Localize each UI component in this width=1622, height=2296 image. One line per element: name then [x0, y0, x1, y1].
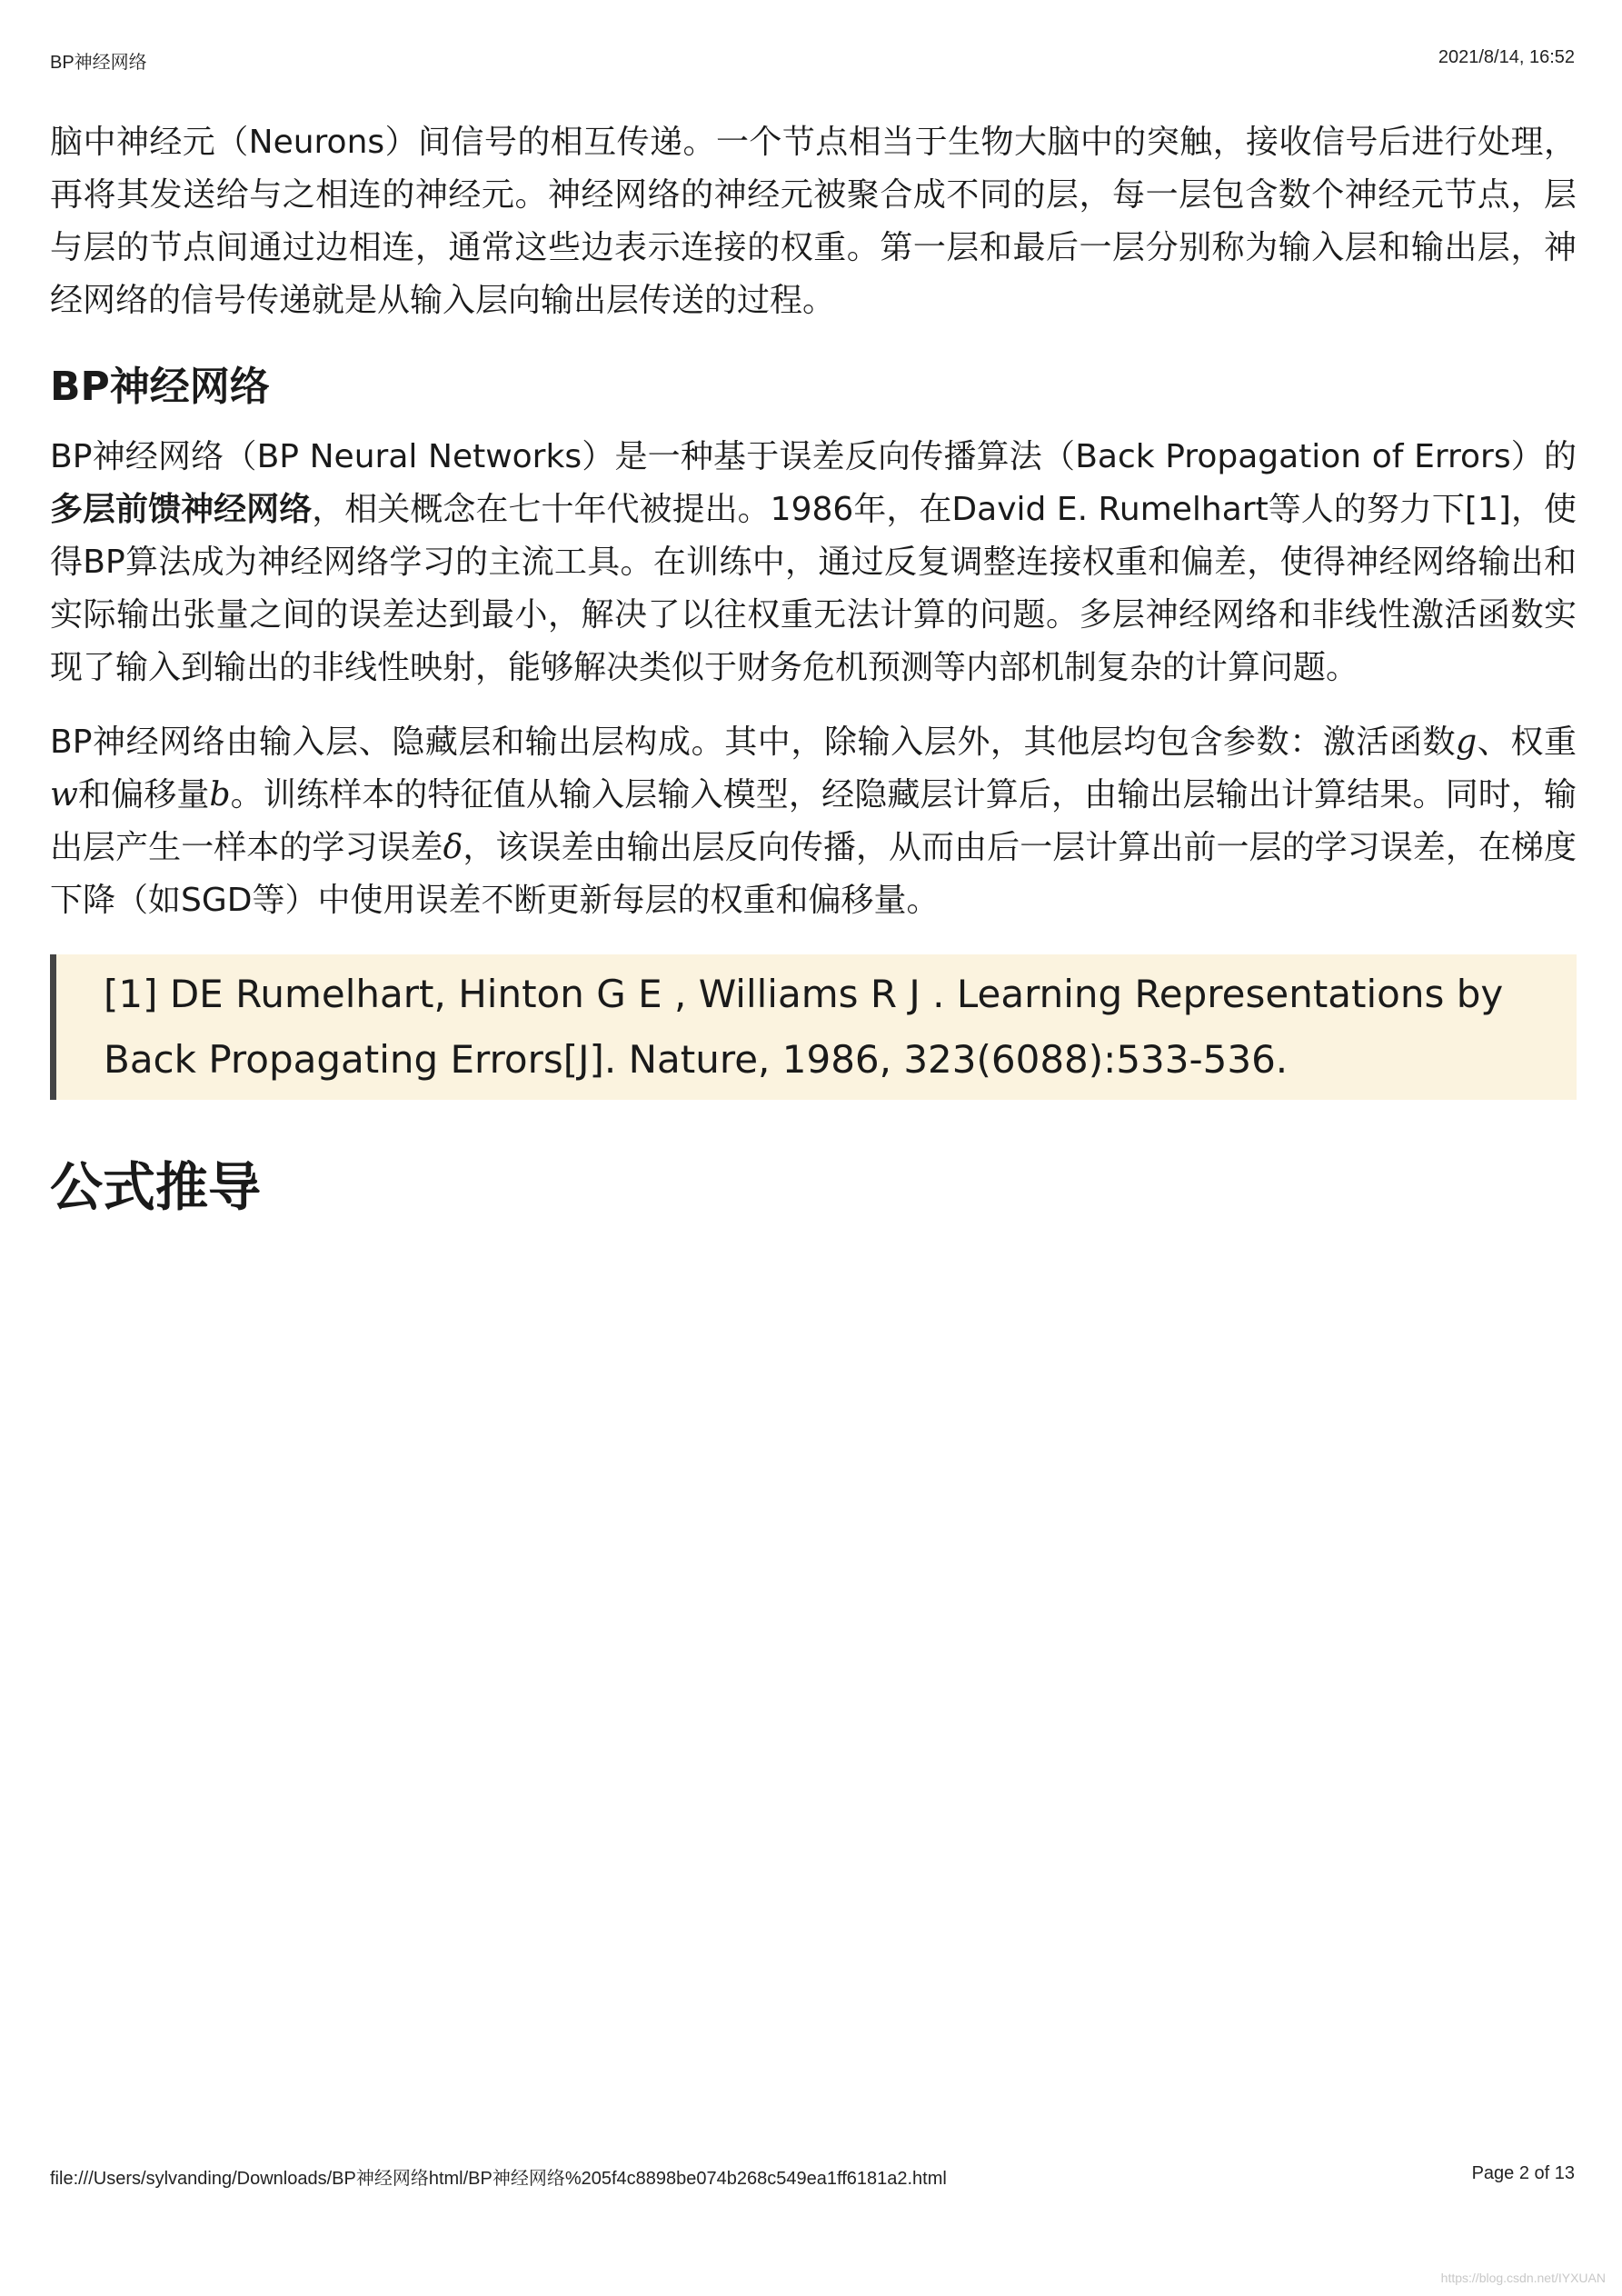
bp-definition-text-a: BP神经网络（BP Neural Networks）是一种基于误差反向传播算法（Back Propagation of Errors）的	[50, 438, 1577, 475]
bp-structure-text-d: 。训练样本的特征值从输入层输入模型，经隐藏层计算后，由输出层输出计算结果。同时，输出层产生一样本的学习误差	[50, 776, 1577, 866]
watermark: https://blog.csdn.net/IYXUAN	[1440, 2271, 1606, 2285]
symbol-b: b	[209, 776, 231, 814]
symbol-w: w	[50, 776, 78, 814]
bp-structure-text-c: 和偏移量	[77, 776, 210, 814]
symbol-g: g	[1456, 724, 1478, 761]
header-title: BP神经网络	[50, 53, 147, 73]
bp-definition-bold: 多层前馈神经网络	[50, 491, 313, 528]
bp-structure-paragraph	[50, 716, 1577, 927]
intro-paragraph: 脑中神经元（Neurons）间信号的相互传递。一个节点相当于生物大脑中的突触，接收信号后进行处理，再将其发送给与之相连的神经元。神经网络的神经元被聚合成不同的层，每一层包含数个神经元节点，层与层的节点间通过边相连，通常这些边表示连接的权重。第一层和最后一层分别称为输入层和输出层，神经网络的信号传递就是从输入层向输出层传送的过程。	[50, 124, 1577, 319]
bp-definition-text-b: ，相关概念在七十年代被提出。1986年，在David E. Rumelhart等人的努力下[1]，使得BP算法成为神经网络学习的主流工具。在训练中，通过反复调整连接权重和偏差，使得神经网络输出和实际输出张量之间的误差达到最小，解决了以往权重无法计算的问题。多层神经网络和非线性激活函数实现了输入到输出的非线性映射，能够解决类似于财务危机预测等内部机制复杂的计算问题。	[50, 491, 1577, 686]
bp-structure-text-e: ，该误差由输出层反向传播，从而由后一层计算出前一层的学习误差，在梯度下降（如SGD等）中使用误差不断更新每层的权重和偏移量。	[50, 829, 1577, 919]
footer-page-number: Page 2 of 13	[1471, 2163, 1575, 2183]
reference-quote	[50, 954, 1577, 1100]
section-heading-bp: BP神经网络	[50, 364, 270, 410]
bp-structure-text-b: 、权重	[1477, 724, 1577, 761]
reference-text: [1] DE Rumelhart, Hinton G E , Williams R J . Learning Representations by Back Propagating Errors[J]. Nature, 1986, 323(6088):533-536.	[104, 972, 1504, 1082]
footer-file-path: file:///Users/sylvanding/Downloads/BP神经网络html/BP神经网络%205f4c8898be074b268c549ea1ff6181a2.html	[50, 2169, 947, 2189]
symbol-delta: δ	[443, 829, 463, 866]
header-datetime: 2021/8/14, 16:52	[1438, 47, 1575, 67]
section-heading-formula: 公式推导	[50, 1156, 262, 1218]
bp-definition-paragraph	[50, 431, 1577, 694]
document-content	[50, 116, 1577, 1223]
bp-structure-text-a: BP神经网络由输入层、隐藏层和输出层构成。其中，除输入层外，其他层均包含参数：激活函数	[50, 724, 1457, 761]
